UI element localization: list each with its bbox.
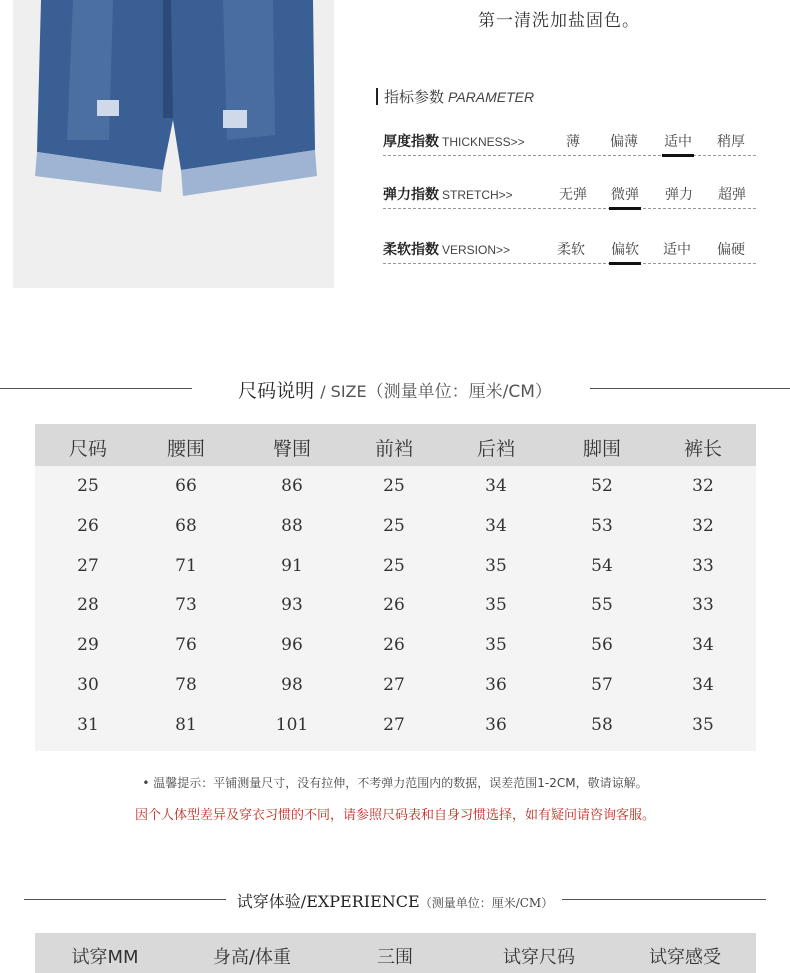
table-cell: 29	[77, 635, 99, 656]
size-table-header	[35, 424, 756, 466]
table-cell: 27	[383, 675, 405, 695]
softness-row	[383, 235, 756, 264]
table-cell: 27	[383, 714, 405, 735]
table-cell: 54	[591, 555, 613, 576]
table-cell: 52	[591, 476, 613, 496]
thickness-option-selected: 适中	[658, 131, 698, 151]
stretch-label	[383, 184, 513, 204]
table-cell: 34	[485, 476, 507, 496]
header-cell: 腰围	[166, 438, 205, 460]
wash-note: 第一清洗加盐固色。	[478, 11, 640, 31]
softness-option: 偏硬	[717, 242, 745, 258]
experience-table-header	[35, 933, 756, 973]
experience-section-title	[0, 889, 790, 912]
table-cell: 81	[175, 714, 197, 735]
table-cell: 93	[281, 595, 303, 616]
stretch-option: 弹力	[665, 187, 693, 203]
table-cell: 25	[383, 555, 405, 576]
table-cell: 78	[175, 675, 197, 695]
table-cell: 101	[275, 714, 309, 735]
thickness-row	[383, 127, 756, 156]
table-cell: 25	[383, 515, 405, 536]
thickness-option: 薄	[566, 134, 580, 150]
table-cell: 55	[591, 595, 613, 616]
softness-option: 柔软	[557, 242, 585, 258]
table-cell: 36	[485, 675, 507, 695]
denim-shorts-image	[13, 0, 334, 288]
heading-bar	[376, 88, 378, 105]
thickness-label-cn: 厚度指数	[383, 134, 439, 150]
size-title-unit: （测量单位：厘米/CM）	[366, 382, 552, 402]
stretch-label-en: STRETCH>>	[442, 188, 513, 202]
size-title-en: / SIZE	[320, 382, 367, 401]
experience-unit: （测量单位：厘米/CM）	[419, 896, 554, 910]
product-photo	[13, 0, 334, 288]
table-cell: 26	[77, 515, 99, 536]
table-cell: 33	[692, 555, 714, 576]
exp-header-cell: 试穿MM	[71, 947, 139, 968]
table-cell: 35	[485, 595, 507, 616]
table-cell: 28	[77, 595, 99, 616]
exp-header-cell: 试穿感受	[649, 947, 721, 968]
table-cell: 34	[485, 515, 507, 536]
table-cell: 91	[281, 555, 303, 576]
header-cell: 裤长	[683, 438, 722, 460]
table-cell: 32	[692, 515, 714, 536]
table-cell: 68	[175, 515, 197, 536]
table-cell: 25	[383, 476, 405, 496]
experience-title: 试穿体验/EXPERIENCE	[236, 892, 420, 911]
exp-header-cell: 三围	[377, 947, 413, 968]
table-cell: 35	[485, 555, 507, 576]
stretch-option-selected: 微弹	[605, 184, 645, 204]
parameter-heading-cn: 指标参数	[384, 88, 445, 106]
table-cell: 36	[485, 714, 507, 735]
table-cell: 32	[692, 476, 714, 496]
softness-option-selected: 偏软	[605, 239, 645, 259]
table-cell: 56	[591, 635, 613, 656]
measurement-tip: • 温馨提示：平铺测量尺寸，没有拉伸，不考弹力范围内的数据，误差范围1-2CM，敬请谅解。	[142, 776, 648, 790]
header-cell: 尺码	[68, 438, 107, 460]
table-cell: 98	[281, 675, 303, 695]
table-cell: 33	[692, 595, 714, 616]
stretch-option: 超弹	[718, 187, 746, 203]
size-section-title	[0, 376, 790, 403]
table-cell: 35	[692, 714, 714, 735]
table-cell: 96	[281, 635, 303, 656]
exp-header-cell: 身高/体重	[212, 947, 292, 968]
table-cell: 88	[281, 515, 303, 536]
size-title-cn: 尺码说明	[238, 380, 315, 402]
softness-label-en: VERSION>>	[442, 243, 511, 257]
table-cell: 34	[692, 635, 714, 656]
table-cell: 73	[175, 595, 197, 616]
header-cell: 前裆	[374, 438, 413, 460]
table-cell: 31	[77, 714, 99, 735]
fit-warning: 因个人体型差异及穿衣习惯的不同，请参照尺码表和自身习惯选择，如有疑问请咨询客服。	[134, 808, 655, 823]
header-cell: 臀围	[272, 438, 311, 460]
table-cell: 53	[591, 515, 613, 536]
parameter-heading-en: PARAMETER	[448, 89, 535, 105]
thickness-option: 稍厚	[717, 134, 745, 150]
stretch-option: 无弹	[559, 187, 587, 203]
softness-label	[383, 239, 510, 259]
table-cell: 71	[175, 555, 197, 576]
stretch-label-cn: 弹力指数	[383, 187, 439, 203]
header-cell: 脚围	[582, 438, 621, 460]
table-cell: 76	[175, 635, 197, 656]
table-cell: 34	[692, 675, 714, 695]
table-cell: 25	[77, 476, 99, 496]
table-cell: 27	[77, 555, 99, 576]
thickness-label-en: THICKNESS>>	[442, 135, 525, 149]
table-cell: 35	[485, 635, 507, 656]
table-cell: 66	[175, 476, 197, 496]
table-cell: 26	[383, 595, 405, 616]
table-cell: 57	[591, 675, 613, 695]
exp-header-cell: 试穿尺码	[503, 947, 575, 968]
thickness-label	[383, 131, 525, 151]
parameter-heading	[376, 86, 534, 107]
thickness-option: 偏薄	[610, 134, 638, 150]
header-cell: 后裆	[476, 438, 515, 460]
size-table	[35, 424, 756, 751]
softness-option: 适中	[663, 242, 691, 258]
stretch-row	[383, 180, 756, 209]
softness-label-cn: 柔软指数	[383, 242, 439, 258]
table-cell: 58	[591, 714, 613, 735]
table-cell: 86	[281, 476, 303, 496]
table-cell: 30	[77, 675, 99, 695]
table-cell: 26	[383, 635, 405, 656]
